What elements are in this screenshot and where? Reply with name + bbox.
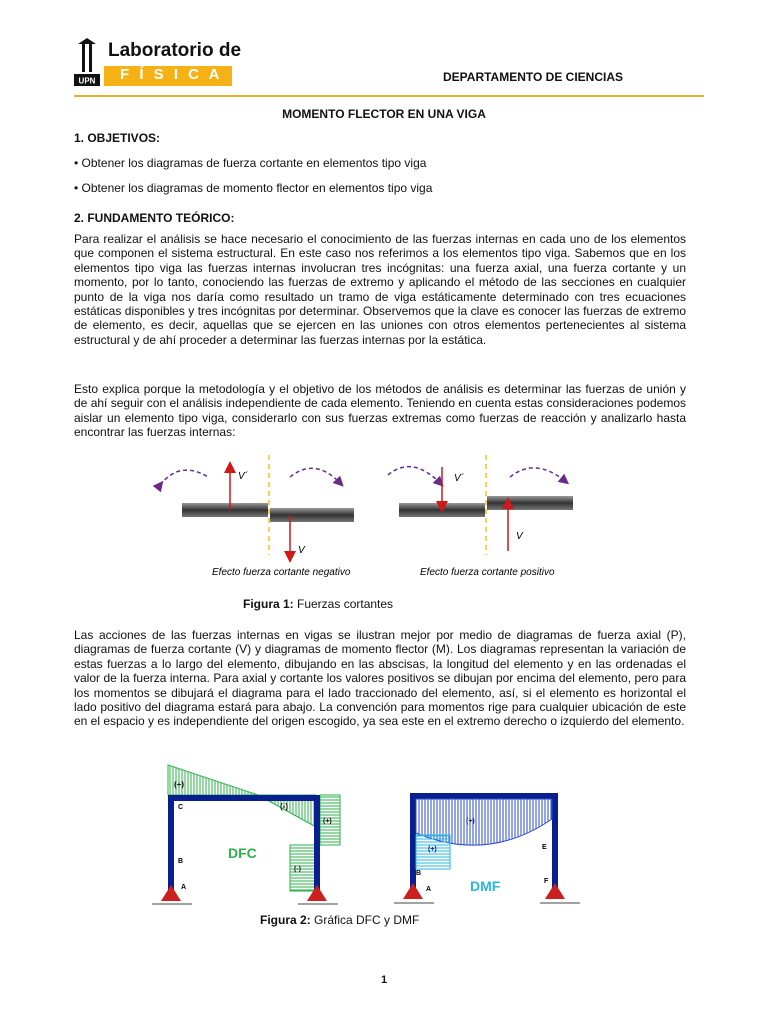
svg-text:UPN: UPN <box>78 76 96 86</box>
figure-dfc-dmf <box>148 763 588 913</box>
svg-text:A: A <box>181 884 187 891</box>
logo-subtitle: F Í S I C A <box>120 66 223 83</box>
svg-text:(+): (+) <box>428 846 437 853</box>
moment-arrow-icon <box>510 468 565 481</box>
page-number: 1 <box>380 974 388 986</box>
frame-column-left <box>168 795 174 895</box>
logo-title: Laboratorio de <box>108 40 242 61</box>
frame-beam <box>410 793 558 799</box>
moment-arrow-icon <box>160 470 208 485</box>
svg-text:(+): (+) <box>174 780 184 789</box>
figure-shear-forces <box>150 455 590 585</box>
body-paragraph: Las acciones de las fuerzas internas en vigas se ilustran mejor por medio de diagramas de fuerza axial (P), diagramas de fuerza cortante (V) y diagramas de momento flector (M). Los diagramas representan la variación de estas fuerzas a lo largo del elemento, dibujando en las abscisas, la longitud del elemento y en las ordenadas el valor de la fuerza interna. Para axial y cortante los valores positivos se dibujan por encima del elemento, pero para los momentos se dibujará el diagrama para el lado traccionado del elemento, así, si el elemento es horizontal el lado positivo del diagrama estará para abajo. La convención para momentos rige para cualquier ubicación de este en el espacio y es independiente del origen escogido, ya sea este en el extremo derecho o izquierdo del elemento. <box>74 628 686 729</box>
dmf-label: DMF <box>470 878 501 894</box>
svg-text:E: E <box>542 844 547 851</box>
svg-text:B: B <box>416 870 422 877</box>
svg-text:B: B <box>178 858 184 865</box>
beam-segment <box>182 503 268 517</box>
svg-text:(-): (-) <box>294 866 301 873</box>
frame-beam <box>168 795 320 801</box>
figure1-left-caption: Efecto fuerza cortante negativo <box>212 567 351 578</box>
svg-text:F: F <box>544 878 549 885</box>
moment-arrow-icon <box>388 467 440 483</box>
svg-text:V´: V´ <box>454 473 464 484</box>
svg-text:(+): (+) <box>323 818 332 825</box>
document-title: MOMENTO FLECTOR EN UNA VIGA <box>282 107 486 121</box>
frame-column-right <box>314 795 320 895</box>
frame-column-right <box>552 793 558 893</box>
support-icon <box>403 883 423 899</box>
moment-arrow-icon <box>290 468 340 483</box>
support-icon <box>545 883 565 899</box>
svg-text:C: C <box>178 804 184 811</box>
svg-text:(+): (+) <box>466 818 475 825</box>
body-paragraph: Para realizar el análisis se hace necesario el conocimiento de las fuerzas internas en cada uno de los elementos que componen el sistema estructural. En este caso nos referimos a los elementos tipo viga. Sabemos que en los elementos tipo viga las fuerzas internas involucran tres incógnitas: una fuerza axial, una fuerza cortante y un momento, por lo tanto, conociendo las fuerzas de extremo y aplicando el método de las secciones en cualquier punto de la viga nos daría como resultado un tramo de viga estáticamente determinado con tres ecuaciones estáticas disponibles y tres incógnitas por determinar. Observemos que la clave es conocer las fuerzas de extremo de elemento, es decir, aquellas que se ejercen en las uniones con otros elementos pertenecientes al sistema estructural y de ahí proceder a determinar las fuerzas internas por la estática. <box>74 232 686 347</box>
beam-segment <box>270 508 354 522</box>
svg-text:V´: V´ <box>238 471 248 482</box>
body-paragraph: Esto explica porque la metodología y el objetivo de los métodos de análisis es determinar las fuerzas de unión y de ahí seguir con el análisis independiente de cada elemento. Teniendo en cuenta estas consideraciones podemos aislar un elemento tipo viga, considerarlo con sus fuerzas extremas como fuerzas de reacción y analizarlo hasta encontrar las fuerzas internas: <box>74 382 686 440</box>
section-heading-fundamento: 2. FUNDAMENTO TEÓRICO: <box>74 211 235 225</box>
dfc-label: DFC <box>228 845 257 861</box>
header-divider <box>74 95 704 97</box>
department-name: DEPARTAMENTO DE CIENCIAS <box>443 70 624 84</box>
svg-text:V: V <box>298 545 305 556</box>
figure2-caption: Figura 2: Gráfica DFC y DMF <box>260 913 420 927</box>
svg-text:A: A <box>426 886 432 893</box>
support-icon <box>161 885 181 901</box>
objective-item: • Obtener los diagramas de fuerza cortante en elementos tipo viga <box>74 156 427 170</box>
objective-item: • Obtener los diagramas de momento flector en elementos tipo viga <box>74 181 433 195</box>
beam-segment <box>487 496 573 510</box>
svg-text:V: V <box>516 531 523 542</box>
figure1-right-caption: Efecto fuerza cortante positivo <box>420 567 555 578</box>
figure1-caption: Figura 1: Fuerzas cortantes <box>243 597 394 611</box>
frame-column-left <box>410 793 416 893</box>
section-heading-objetivos: 1. OBJETIVOS: <box>74 131 161 145</box>
svg-text:(-): (-) <box>280 802 288 811</box>
